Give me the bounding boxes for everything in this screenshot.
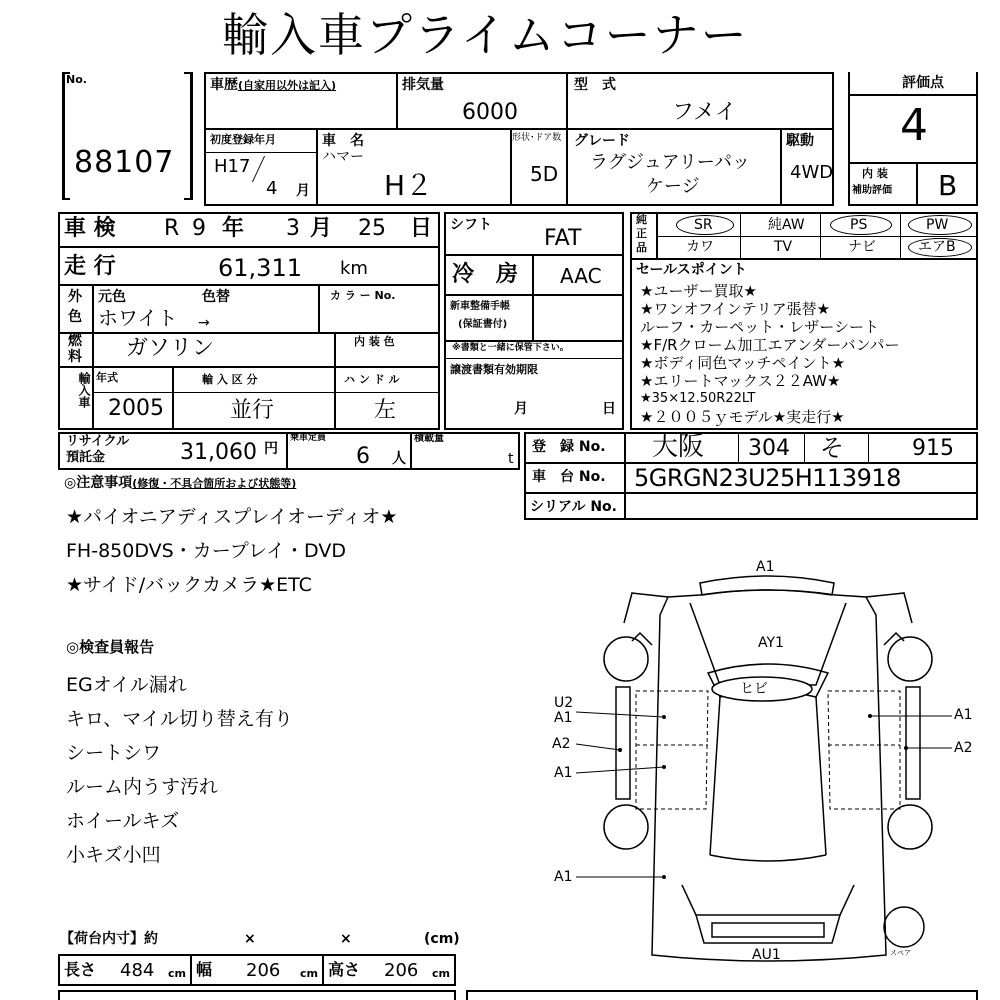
grid-line: [848, 162, 978, 164]
interior-color-label: 内 装 色: [354, 335, 395, 348]
sales-point: ★２００５ｙモデル★実走行★: [640, 408, 845, 426]
diagram-left-1: U2: [554, 695, 574, 711]
right-side-step: [906, 687, 920, 799]
equipment-tv: TV: [774, 239, 793, 255]
grid-line: [820, 212, 821, 258]
reg-kana: そ: [820, 434, 844, 462]
capacity-label: 乗車定員: [290, 433, 327, 443]
grid-line: [318, 284, 320, 332]
right-doors-outline: [828, 691, 900, 809]
grid-line: [916, 162, 918, 206]
diagram-left-4: A1: [554, 765, 573, 781]
maintenance-label-1: 新車整備手帳: [450, 301, 510, 312]
transfer-label: 譲渡書類有効期限: [450, 363, 538, 376]
grid-line: [780, 128, 782, 206]
diagram-left-3: A2: [552, 736, 571, 752]
mileage-label: 走 行: [64, 254, 116, 279]
import-class-label: 輸 入 区 分: [202, 373, 258, 386]
inspector-list: [66, 668, 293, 872]
chassis-value: 5GRGN23U25H113918: [634, 464, 901, 492]
inspector-line: キロ、マイル切り替え有り: [66, 708, 293, 730]
diagram-spare-label: スペア: [890, 949, 911, 957]
equipment-label-2: 正: [636, 227, 647, 240]
wheel-front-right: [888, 637, 932, 681]
grid-line: [190, 954, 192, 986]
lot-number: 88107: [74, 145, 175, 180]
note-line: FH-850DVS・カープレイ・DVD: [66, 540, 346, 562]
notes-list: [66, 500, 397, 602]
inspection-label: 車 検: [64, 216, 116, 241]
grid-line: [58, 246, 440, 248]
cargo-x1: ×: [244, 931, 256, 947]
recycle-unit: 円: [264, 441, 278, 457]
grade-label: グレード: [574, 133, 630, 149]
left-front-fender: [624, 593, 668, 623]
grid-line: [656, 212, 658, 258]
grid-line: [444, 294, 624, 296]
handle-label: ハ ン ド ル: [344, 373, 400, 386]
fuel-label-1: 燃: [68, 333, 82, 349]
grid-line: [204, 152, 316, 153]
aircon-value: AAC: [560, 264, 602, 288]
original-color-value: ホワイト: [98, 306, 178, 330]
diagram-right-2: A2: [954, 740, 973, 756]
shift-label: シフト: [450, 217, 492, 233]
grid-line: [58, 366, 440, 368]
sales-points-list: [640, 282, 900, 426]
color-arrow: →: [198, 315, 210, 331]
name-maker: ハマー: [322, 149, 364, 165]
inspection-era: R: [164, 216, 180, 241]
no-bracket-right: [190, 72, 193, 200]
reg-label: 登 録 No.: [532, 439, 606, 455]
color-side-1: 外: [68, 289, 82, 305]
inspector-line: ルーム内うす汚れ: [66, 776, 219, 798]
cargo-unit: (cm): [424, 931, 460, 947]
transfer-day-unit: 日: [602, 401, 616, 417]
first-reg-year: H17: [214, 156, 251, 177]
cargo-width-value: 206: [246, 960, 281, 981]
diagram-left-5: A1: [554, 869, 573, 885]
equipment-label-1: 純: [636, 213, 647, 226]
no-bracket-left: [62, 72, 65, 200]
load-unit: t: [508, 451, 514, 467]
equipment-label-3: 品: [636, 241, 647, 254]
grid-line: [740, 212, 741, 258]
first-reg-month: 4: [266, 178, 278, 199]
grid-line: [630, 258, 978, 260]
import-side-label: 輸入車: [77, 372, 91, 408]
inspection-month-unit: 月: [310, 216, 333, 241]
notes-title: ◎注意事項(修復・不具合箇所および状態等): [64, 475, 297, 491]
equipment-ps: PS: [850, 217, 868, 233]
equipment-leather: カワ: [686, 239, 714, 255]
cargo-height-value: 206: [384, 960, 419, 981]
interior-value: B: [938, 169, 958, 202]
doors-value: 5D: [530, 162, 559, 186]
cargo-height-label: 高さ: [328, 960, 361, 979]
equipment-sr: SR: [694, 217, 713, 233]
inspector-title: ◎検査員報告: [66, 638, 155, 656]
transfer-month-unit: 月: [514, 401, 528, 417]
cargo-next-row: [58, 990, 456, 1000]
sales-point: ★F/Rクローム加工エアンダーバンパー: [640, 336, 900, 354]
note-line: ★サイド/バックカメラ★ETC: [66, 574, 312, 596]
grid-line: [532, 254, 534, 340]
equipment-pw: PW: [926, 217, 949, 233]
grid-line: [172, 366, 174, 430]
rear-window: [710, 855, 826, 861]
damage-dot: [618, 748, 622, 752]
inspection-day: 25: [358, 216, 386, 241]
wheel-rear-right: [888, 805, 932, 849]
inspection-year-unit: 年: [222, 216, 245, 241]
equipment-navi: ナビ: [848, 239, 876, 255]
doors-label: 形状･ドア数: [512, 133, 562, 143]
reg-number: 915: [912, 436, 954, 461]
damage-dot: [904, 746, 908, 750]
page-title: 輸入車プライムコーナー: [222, 8, 749, 62]
diagram-right-1: A1: [954, 707, 973, 723]
recycle-value: 31,060: [180, 440, 257, 465]
inspection-day-unit: 日: [410, 216, 433, 241]
grid-line: [92, 284, 94, 430]
diagram-center-label: AY1: [758, 635, 784, 651]
sales-points-title: セールスポイント: [636, 262, 747, 278]
damage-dot: [868, 714, 872, 718]
leader-left-rear-door: [576, 767, 664, 773]
sales-point: ★ワンオフインテリア張替★: [640, 300, 831, 318]
right-cabin-line: [816, 697, 826, 855]
grid-line: [868, 432, 869, 462]
drive-label: 駆動: [786, 133, 814, 149]
car-damage-diagram: [540, 555, 980, 975]
displacement-label: 排気量: [402, 77, 444, 93]
left-doors-outline: [636, 691, 708, 809]
left-side-step: [616, 687, 630, 799]
sales-point: ルーフ・カーペット・レザーシート: [640, 318, 879, 336]
note-line: ★パイオニアディスプレイオーディオ★: [66, 506, 398, 528]
leader-left-front-door: [576, 712, 664, 717]
inspector-line: 小キズ小凹: [66, 844, 161, 866]
drive-value: 4WD: [790, 162, 834, 183]
inspection-year: 9: [192, 216, 206, 241]
handle-value: 左: [374, 398, 397, 423]
model-label: 型 式: [574, 77, 616, 93]
inspector-line: EGオイル漏れ: [66, 674, 187, 696]
maintenance-note: ※書類と一緒に保管下さい。: [452, 343, 569, 353]
interior-label-2: 補助評価: [852, 185, 892, 196]
original-color-label: 元色: [98, 289, 126, 305]
no-bracket-bottom-r: [184, 198, 192, 200]
grid-line: [444, 340, 624, 342]
chassis-label: 車 台 No.: [532, 469, 606, 485]
maintenance-label-2: (保証書付): [458, 319, 508, 330]
reg-class: 304: [748, 436, 790, 461]
score-label: 評価点: [902, 75, 944, 91]
capacity-unit: 人: [392, 451, 406, 467]
grid-line: [738, 432, 739, 462]
mileage-value: 61,311: [218, 254, 302, 282]
damage-dot: [662, 715, 666, 719]
grid-line: [900, 212, 901, 258]
import-year-label: 年式: [96, 371, 118, 384]
sales-point: ★35×12.50R22LT: [640, 391, 756, 406]
cargo-cm: cm: [432, 967, 450, 980]
recycle-label-2: 預託金: [66, 450, 106, 465]
name-model: H２: [384, 169, 434, 202]
grid-line: [58, 332, 440, 334]
sales-point: ★エリートマックス２２AW★: [640, 372, 841, 390]
rear-plate: [712, 923, 824, 937]
no-bracket-top-r: [184, 72, 192, 74]
diagram-left-2: A1: [554, 710, 573, 726]
grid-line: [524, 492, 978, 494]
cargo-width-label: 幅: [196, 960, 213, 979]
cargo-title: 【荷台内寸】約: [60, 931, 158, 947]
grid-line: [322, 954, 324, 986]
header-divider: [204, 128, 834, 130]
sales-point: ★ユーザー買取★: [640, 282, 757, 300]
first-reg-month-unit: 月: [296, 183, 310, 199]
bottom-right-box: [466, 990, 978, 1000]
capacity-value: 6: [356, 444, 370, 469]
inspection-month: 3: [286, 216, 300, 241]
equipment-airbag: エアB: [918, 239, 956, 255]
grid-line: [848, 94, 978, 96]
color-side-2: 色: [68, 309, 82, 325]
inspector-line: シートシワ: [66, 742, 162, 764]
grid-line: [444, 358, 624, 359]
grid-line: [804, 432, 805, 462]
grid-line: [334, 366, 336, 430]
wheel-front-left: [604, 637, 648, 681]
interior-label-1: 内 装: [862, 167, 888, 180]
grid-line: [444, 254, 624, 256]
fuel-value: ガソリン: [126, 336, 215, 361]
cargo-length-value: 484: [120, 960, 155, 981]
grid-line: [656, 236, 978, 237]
aircon-label: 冷 房: [452, 262, 519, 287]
serial-label: シリアル No.: [530, 499, 617, 515]
model-value: フメイ: [672, 100, 737, 125]
cargo-length-label: 長さ: [64, 960, 97, 979]
cargo-x2: ×: [340, 931, 352, 947]
diagram-windshield-label: ヒビ: [740, 681, 768, 697]
sales-point: ★ボディ同色マッチペイント★: [640, 354, 846, 372]
repaint-label: 色替: [202, 289, 230, 305]
first-reg-label: 初度登録年月: [210, 133, 276, 146]
name-label: 車 名: [322, 133, 364, 149]
no-bracket-bottom: [62, 198, 70, 200]
rear-gate: [696, 915, 840, 943]
wheel-rear-left: [604, 805, 648, 849]
load-label: 積載量: [414, 433, 444, 444]
cargo-cm: cm: [300, 967, 318, 980]
grid-line: [410, 432, 412, 470]
rear-corners: [682, 885, 854, 915]
grid-line: [92, 392, 440, 393]
cargo-cm: cm: [168, 967, 186, 980]
diagram-top-label: A1: [756, 559, 775, 575]
damage-dot: [662, 875, 666, 879]
score-value: 4: [900, 100, 928, 151]
reg-region: 大阪: [652, 432, 705, 462]
inspector-line: ホイールキズ: [66, 810, 180, 832]
import-year-value: 2005: [108, 396, 164, 421]
color-no-label: カ ラ ー No.: [330, 289, 396, 302]
damage-dot: [662, 765, 666, 769]
grid-line: [58, 284, 440, 286]
shift-value: FAT: [544, 226, 582, 251]
grid-line: [396, 72, 398, 128]
no-label: No.: [66, 73, 87, 86]
grid-line: [624, 432, 626, 520]
mileage-unit: km: [340, 258, 368, 279]
grade-value-2: ケージ: [646, 176, 700, 197]
grid-line: [334, 332, 336, 366]
spare-tire: [884, 907, 924, 947]
leader-left-step: [576, 744, 620, 750]
grid-line: [316, 128, 318, 206]
recycle-label-1: リサイクル: [66, 434, 130, 449]
left-cabin-line: [710, 697, 720, 855]
diagram-bottom-label: AU1: [752, 947, 781, 963]
grade-value-1: ラグジュアリーパッ: [590, 152, 751, 173]
grid-line: [566, 72, 568, 206]
import-class-value: 並行: [230, 398, 275, 423]
history-label: 車歴(自家用以外は記入): [210, 77, 337, 93]
grid-line: [286, 432, 288, 470]
displacement-value: 6000: [462, 100, 518, 125]
fuel-label-2: 料: [68, 349, 82, 365]
equipment-aw: 純AW: [768, 217, 805, 233]
